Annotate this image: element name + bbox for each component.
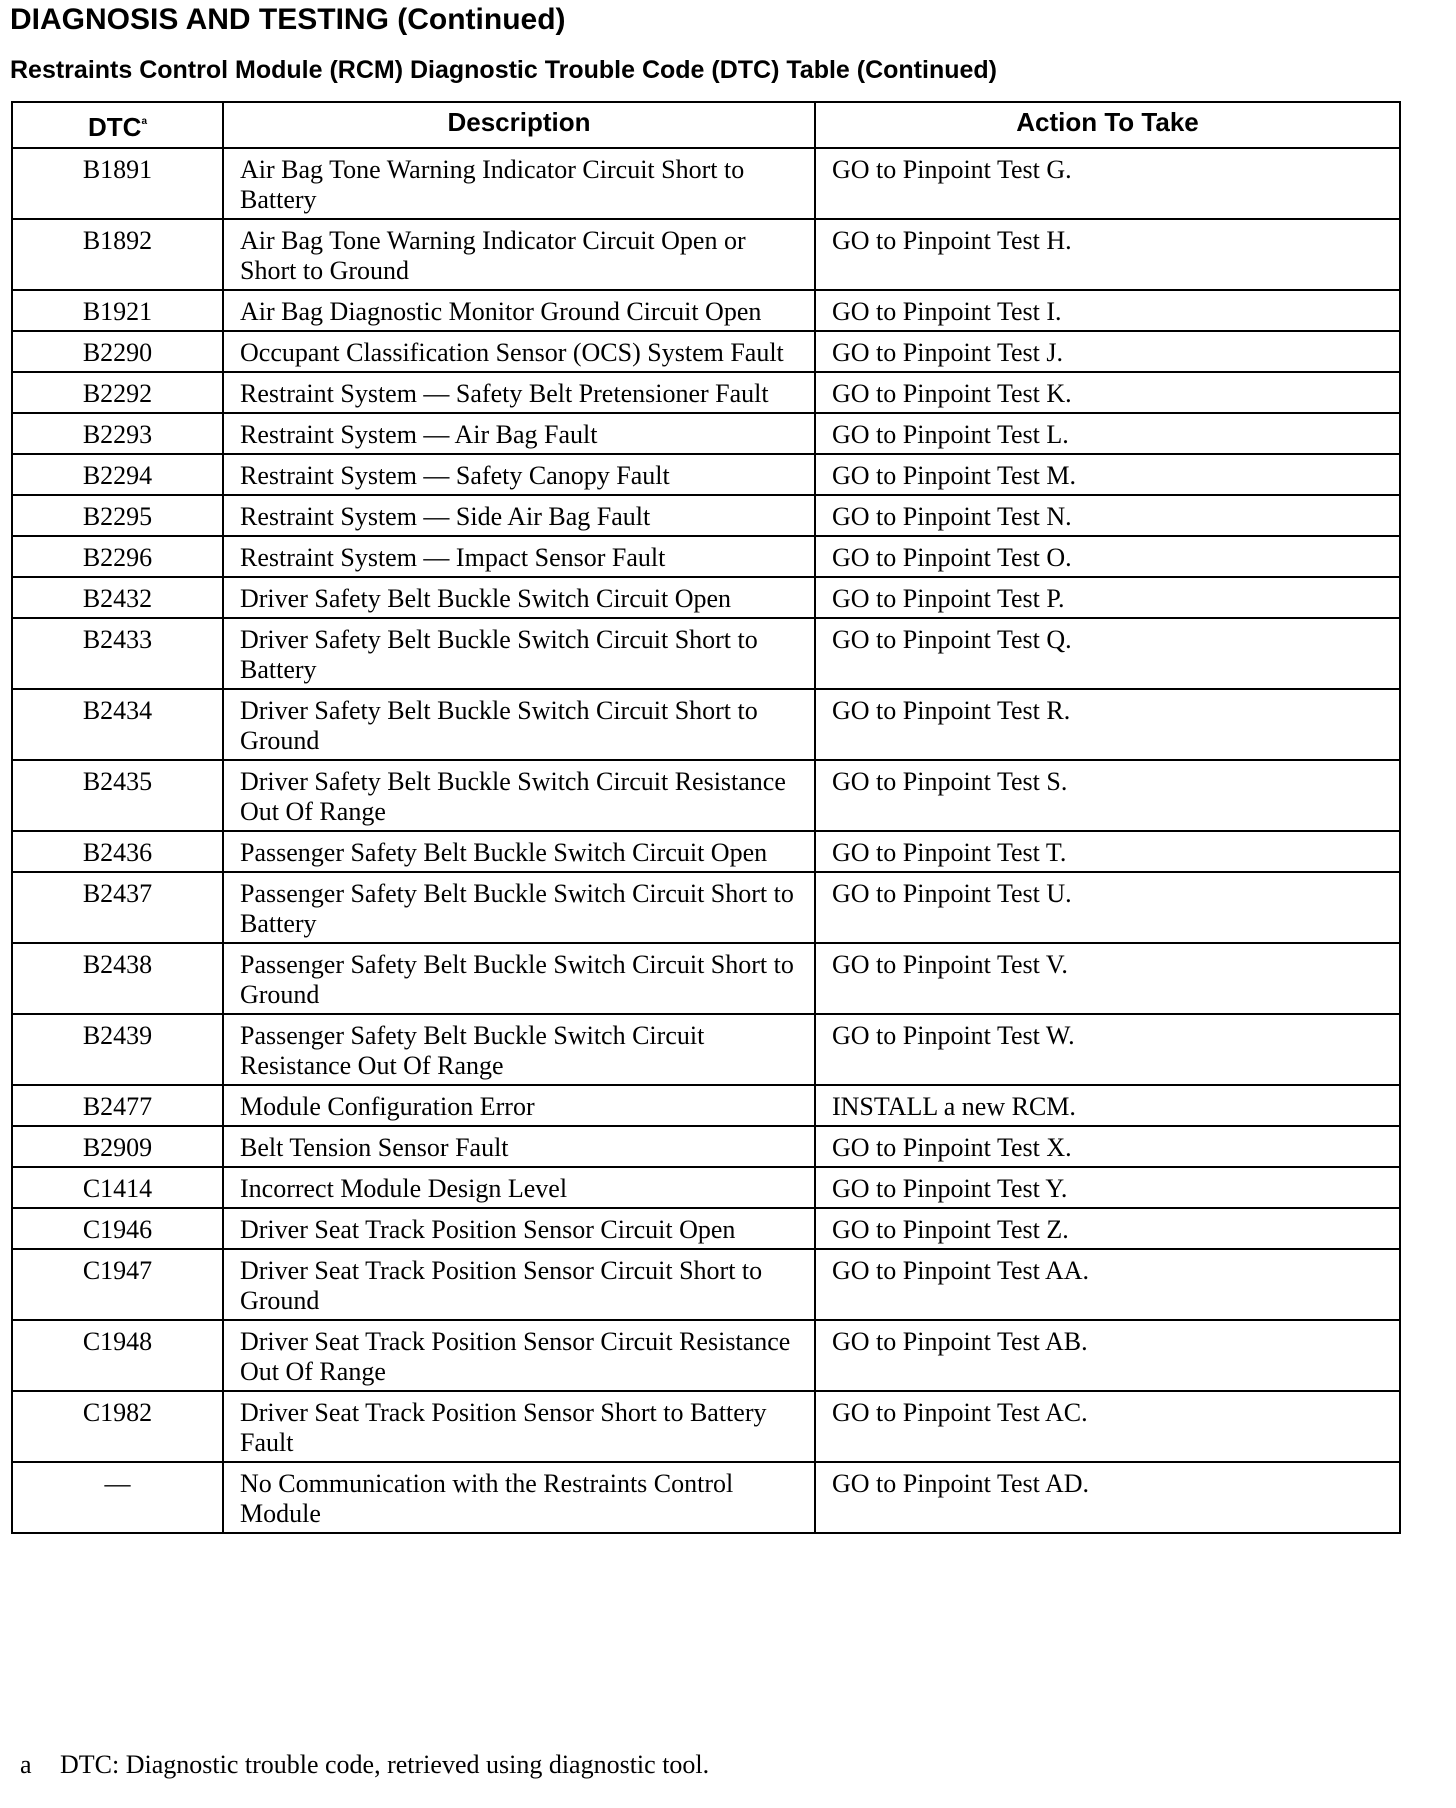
description-cell: Occupant Classification Sensor (OCS) System Fault [223, 331, 815, 372]
description-cell: Driver Safety Belt Buckle Switch Circuit Open [223, 577, 815, 618]
column-header-description: Description [223, 102, 815, 148]
table-row [12, 219, 1400, 290]
table-row [12, 536, 1400, 577]
description-cell: Incorrect Module Design Level [223, 1167, 815, 1208]
table-row [12, 1085, 1400, 1126]
footnote-text: DTC: Diagnostic trouble code, retrieved using diagnostic tool. [60, 1750, 710, 1779]
table-row [12, 689, 1400, 760]
dtc-cell: C1414 [12, 1167, 223, 1208]
dtc-table [11, 101, 1401, 1534]
table-row [12, 760, 1400, 831]
table-header-row [12, 102, 1400, 148]
dtc-cell: B2433 [12, 618, 223, 689]
action-cell: GO to Pinpoint Test O. [815, 536, 1400, 577]
table-body [12, 148, 1400, 1533]
table-row [12, 1208, 1400, 1249]
action-cell: GO to Pinpoint Test R. [815, 689, 1400, 760]
table-row [12, 1167, 1400, 1208]
table-row [12, 1320, 1400, 1391]
dtc-cell: C1947 [12, 1249, 223, 1320]
table-row [12, 1391, 1400, 1462]
dtc-cell: C1946 [12, 1208, 223, 1249]
table-row [12, 577, 1400, 618]
dtc-cell: B2290 [12, 331, 223, 372]
page-title: DIAGNOSIS AND TESTING (Continued) [10, 3, 566, 36]
description-cell: Module Configuration Error [223, 1085, 815, 1126]
table-row [12, 290, 1400, 331]
dtc-cell: B2435 [12, 760, 223, 831]
description-cell: Restraint System — Safety Canopy Fault [223, 454, 815, 495]
dtc-cell: B1891 [12, 148, 223, 219]
action-cell: GO to Pinpoint Test P. [815, 577, 1400, 618]
dtc-cell: B2436 [12, 831, 223, 872]
dtc-cell: — [12, 1462, 223, 1533]
table-row [12, 831, 1400, 872]
action-cell: GO to Pinpoint Test AD. [815, 1462, 1400, 1533]
action-cell: GO to Pinpoint Test T. [815, 831, 1400, 872]
description-cell: Belt Tension Sensor Fault [223, 1126, 815, 1167]
dtc-cell: B2437 [12, 872, 223, 943]
table-row [12, 943, 1400, 1014]
action-cell: GO to Pinpoint Test AA. [815, 1249, 1400, 1320]
table-row [12, 454, 1400, 495]
action-cell: GO to Pinpoint Test W. [815, 1014, 1400, 1085]
dtc-cell: B2293 [12, 413, 223, 454]
description-cell: Restraint System — Air Bag Fault [223, 413, 815, 454]
action-cell: GO to Pinpoint Test Z. [815, 1208, 1400, 1249]
description-cell: Passenger Safety Belt Buckle Switch Circuit Resistance Out Of Range [223, 1014, 815, 1085]
table-row [12, 1126, 1400, 1167]
dtc-cell: C1948 [12, 1320, 223, 1391]
action-cell: GO to Pinpoint Test L. [815, 413, 1400, 454]
dtc-cell: B2438 [12, 943, 223, 1014]
action-cell: GO to Pinpoint Test G. [815, 148, 1400, 219]
description-cell: Air Bag Tone Warning Indicator Circuit Short to Battery [223, 148, 815, 219]
dtc-cell: B2294 [12, 454, 223, 495]
dtc-cell: C1982 [12, 1391, 223, 1462]
footnote-marker: a [20, 1750, 32, 1779]
description-cell: Air Bag Diagnostic Monitor Ground Circuit Open [223, 290, 815, 331]
dtc-cell: B2477 [12, 1085, 223, 1126]
column-header-action: Action To Take [815, 102, 1400, 148]
description-cell: No Communication with the Restraints Control Module [223, 1462, 815, 1533]
description-cell: Air Bag Tone Warning Indicator Circuit Open or Short to Ground [223, 219, 815, 290]
dtc-cell: B2434 [12, 689, 223, 760]
dtc-cell: B2432 [12, 577, 223, 618]
footnote-reference: a [141, 116, 147, 127]
table-row [12, 148, 1400, 219]
description-cell: Passenger Safety Belt Buckle Switch Circuit Open [223, 831, 815, 872]
dtc-cell: B2909 [12, 1126, 223, 1167]
table-row [12, 618, 1400, 689]
action-cell: GO to Pinpoint Test K. [815, 372, 1400, 413]
description-cell: Driver Seat Track Position Sensor Circuit Resistance Out Of Range [223, 1320, 815, 1391]
description-cell: Driver Seat Track Position Sensor Short to Battery Fault [223, 1391, 815, 1462]
description-cell: Driver Seat Track Position Sensor Circuit Short to Ground [223, 1249, 815, 1320]
action-cell: GO to Pinpoint Test Q. [815, 618, 1400, 689]
description-cell: Driver Safety Belt Buckle Switch Circuit Short to Ground [223, 689, 815, 760]
table-row [12, 872, 1400, 943]
description-cell: Driver Safety Belt Buckle Switch Circuit Resistance Out Of Range [223, 760, 815, 831]
dtc-cell: B1892 [12, 219, 223, 290]
dtc-cell: B2292 [12, 372, 223, 413]
action-cell: INSTALL a new RCM. [815, 1085, 1400, 1126]
action-cell: GO to Pinpoint Test AC. [815, 1391, 1400, 1462]
dtc-cell: B2439 [12, 1014, 223, 1085]
dtc-cell: B1921 [12, 290, 223, 331]
table-row [12, 1014, 1400, 1085]
description-cell: Passenger Safety Belt Buckle Switch Circuit Short to Ground [223, 943, 815, 1014]
description-cell: Driver Safety Belt Buckle Switch Circuit Short to Battery [223, 618, 815, 689]
action-cell: GO to Pinpoint Test H. [815, 219, 1400, 290]
column-header-dtc [12, 102, 223, 148]
description-cell: Passenger Safety Belt Buckle Switch Circuit Short to Battery [223, 872, 815, 943]
table-row [12, 372, 1400, 413]
dtc-cell: B2296 [12, 536, 223, 577]
footnote [20, 1750, 709, 1780]
column-header-dtc-label: DTC [88, 112, 142, 142]
description-cell: Restraint System — Impact Sensor Fault [223, 536, 815, 577]
action-cell: GO to Pinpoint Test X. [815, 1126, 1400, 1167]
action-cell: GO to Pinpoint Test J. [815, 331, 1400, 372]
dtc-cell: B2295 [12, 495, 223, 536]
table-title: Restraints Control Module (RCM) Diagnostic Trouble Code (DTC) Table (Continued) [10, 56, 997, 84]
description-cell: Restraint System — Safety Belt Pretensioner Fault [223, 372, 815, 413]
action-cell: GO to Pinpoint Test V. [815, 943, 1400, 1014]
action-cell: GO to Pinpoint Test I. [815, 290, 1400, 331]
action-cell: GO to Pinpoint Test Y. [815, 1167, 1400, 1208]
table-row [12, 331, 1400, 372]
table-row [12, 495, 1400, 536]
action-cell: GO to Pinpoint Test U. [815, 872, 1400, 943]
description-cell: Driver Seat Track Position Sensor Circuit Open [223, 1208, 815, 1249]
table-row [12, 1249, 1400, 1320]
action-cell: GO to Pinpoint Test AB. [815, 1320, 1400, 1391]
action-cell: GO to Pinpoint Test S. [815, 760, 1400, 831]
action-cell: GO to Pinpoint Test M. [815, 454, 1400, 495]
table-row [12, 1462, 1400, 1533]
description-cell: Restraint System — Side Air Bag Fault [223, 495, 815, 536]
table-row [12, 413, 1400, 454]
action-cell: GO to Pinpoint Test N. [815, 495, 1400, 536]
